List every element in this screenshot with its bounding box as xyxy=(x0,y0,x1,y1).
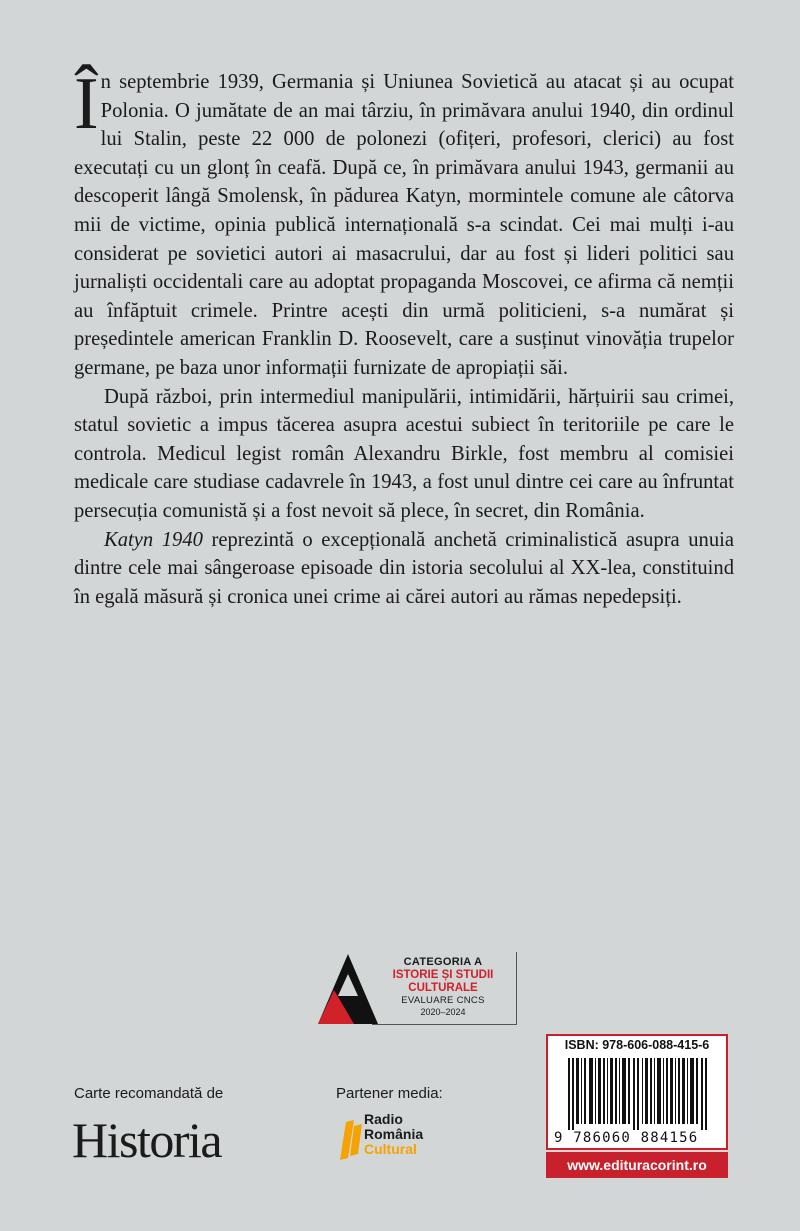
paragraph-1 xyxy=(74,63,734,383)
paragraph-3-text: reprezintă o excepțională anchetă criminalistică asupra unuia dintre cele mai sângeroase episoade din istoria secolului al XX-lea, constituind în egală măsură și cronica unei crime ai cărei autori au rămas nepedepsiți. xyxy=(74,528,734,608)
isbn-barcode-box xyxy=(546,1034,728,1150)
paragraph-3 xyxy=(74,526,734,612)
book-title-italic: Katyn 1940 xyxy=(104,528,203,551)
historia-logo: Historia xyxy=(72,1112,222,1168)
radio-logo-text xyxy=(364,1112,423,1157)
recommended-label: Carte recomandată de xyxy=(74,1085,224,1102)
badge-field-1: ISTORIE ȘI STUDII xyxy=(392,969,494,981)
drop-cap: Î xyxy=(74,63,99,145)
badge-period: 2020–2024 xyxy=(420,1007,466,1017)
badge-evaluation: EVALUARE CNCS xyxy=(401,995,485,1006)
badge-field-2: CULTURALE xyxy=(408,982,478,994)
isbn-digits: 9 786060 884156 xyxy=(554,1130,699,1146)
back-cover-description xyxy=(74,63,734,611)
barcode-icon xyxy=(562,1058,716,1130)
radio-word: Radio xyxy=(364,1111,403,1127)
paragraph-1-text: n septembrie 1939, Germania și Uniunea Sovietică au atacat și au ocupat Polonia. O jumătate de an mai târziu, în primăvara anului 1940, din ordinul lui Stalin, peste 22 000 de polonezi (ofițeri, profesori, clerici) au fost executați cu un glonț în ceafă. După ce, în primăvara anului 1943, germanii au descoperit lângă Smolensk, în pădurea Katyn, mormintele comune ale câtorva mii de victime, opinia publică internațională s-a scindat. Cei mai mulți i-au considerat pe sovietici autori ai masacrului, dar au fost și lideri politici sau jurnaliști occidentali care au adoptat propaganda Moscovei, ce afirma că nemții au înfăptuit crimele. Printre acești din urmă politicieni, s-a numărat și președintele american Franklin D. Roosevelt, care a susținut vinovăția trupelor germane, pe baza unor informații furnizate de apropiații săi. xyxy=(74,71,734,379)
romania-word: România xyxy=(364,1126,424,1142)
radio-waves-icon xyxy=(336,1112,364,1162)
cncs-category-badge xyxy=(312,952,520,1026)
publisher-website[interactable]: www.edituracorint.ro xyxy=(546,1152,728,1178)
radio-romania-cultural-logo xyxy=(336,1112,466,1168)
cultural-word: Cultural xyxy=(364,1141,417,1157)
badge-category: CATEGORIA A xyxy=(403,956,483,968)
badge-text xyxy=(372,956,514,1018)
isbn-number: ISBN: 978-606-088-415-6 xyxy=(564,1038,710,1052)
media-partner-label: Partener media: xyxy=(336,1085,443,1102)
paragraph-2: După război, prin intermediul manipulării, intimidării, hărțuirii sau crimei, statul sovietic a impus tăcerea asupra acestui subiect în teritoriile pe care le controla. Medicul legist român Alexandru Birkle, fost membru al comisiei medicale care studiase cadavrele în 1943, a fost unul dintre cei care au înfruntat persecuția comunistă și a fost nevoit să plece, în secret, din România. xyxy=(74,385,734,522)
